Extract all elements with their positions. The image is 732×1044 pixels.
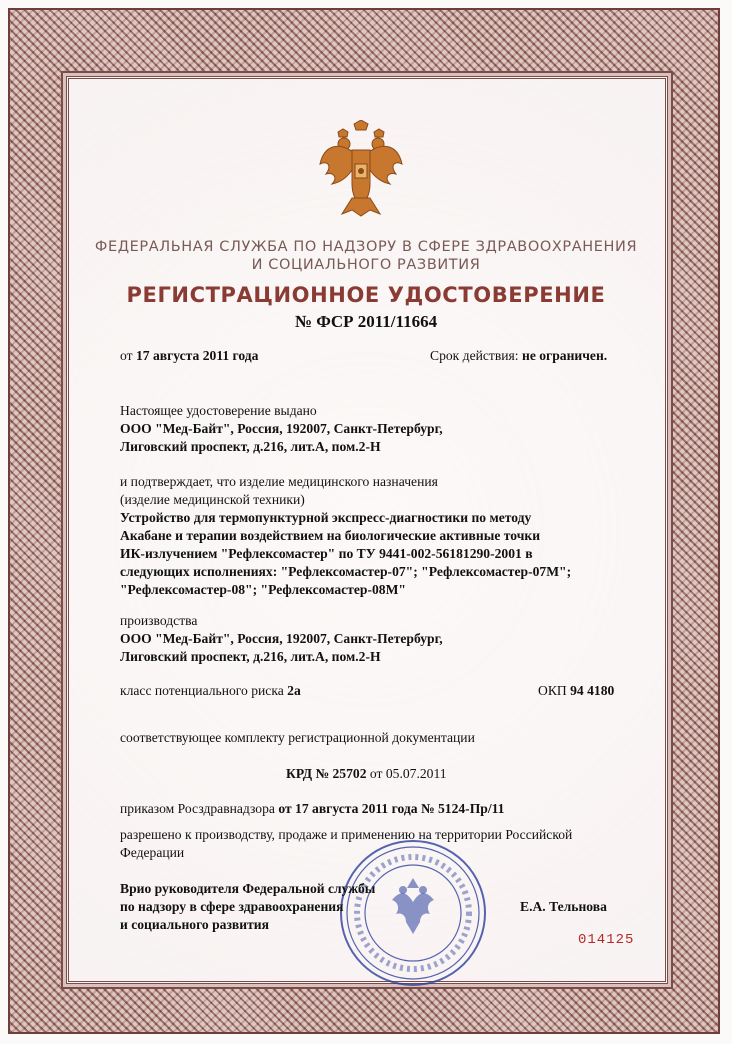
issue-date: 17 августа 2011 года	[135, 348, 259, 363]
krd-row	[286, 765, 447, 783]
okp-value: 94 4180	[570, 683, 615, 698]
order-detail: от 17 августа 2011 года № 5124-Пр/11	[278, 801, 505, 816]
product-line: Устройство для термопунктурной экспресс-диагностики по методу	[120, 510, 532, 525]
manufacturer-line1: ООО "Мед-Байт", Россия, 192007, Санкт-Петербург,	[120, 631, 443, 646]
validity-label: Срок действия:	[430, 348, 519, 363]
issued-line2: Лиговский проспект, д.216, лит.А, пом.2-Н	[120, 439, 381, 454]
double-headed-eagle-icon	[318, 120, 404, 218]
issue-date-row	[120, 347, 258, 365]
risk-class-row	[120, 682, 301, 700]
krd-date: 05.07.2011	[385, 766, 447, 781]
certificate-number: № ФСР 2011/11664	[294, 312, 438, 331]
certificate-title: РЕГИСТРАЦИОННОЕ УДОСТОВЕРЕНИЕ	[126, 283, 606, 307]
validity-value: не ограничен.	[522, 348, 608, 363]
risk-class-value: 2а	[287, 683, 301, 698]
product-line: ИК-излучением "Рефлексомастер" по ТУ 9441-002-56181290-2001 в	[120, 546, 533, 561]
manufacturer-intro: производства	[120, 613, 198, 628]
serial-number: 014125	[578, 932, 635, 948]
signatory-line2: по надзору в сфере здравоохранения	[120, 899, 344, 914]
product-line: Акабане и терапии воздействием на биологические активные точки	[120, 528, 541, 543]
okp-label: ОКП	[538, 683, 567, 698]
okp-row	[538, 682, 614, 700]
official-seal-icon	[338, 838, 488, 988]
krd-mid: от	[369, 766, 383, 781]
order-row	[120, 800, 504, 818]
agency-name-line2: И СОЦИАЛЬНОГО РАЗВИТИЯ	[251, 257, 481, 273]
krd-number: КРД № 25702	[286, 766, 367, 781]
validity-row	[430, 347, 607, 365]
order-prefix: приказом Росздравнадзора	[120, 801, 275, 816]
product-intro2: (изделие медицинской техники)	[120, 492, 305, 507]
issued-line1: ООО "Мед-Байт", Россия, 192007, Санкт-Петербург,	[120, 421, 443, 436]
issue-date-prefix: от	[120, 348, 133, 363]
permission-line1: разрешено к производству, продаже и применению на территории Российской	[120, 827, 573, 842]
product-line: "Рефлексомастер-08"; "Рефлексомастер-08М"	[120, 582, 406, 597]
documentation-text: соответствующее комплекту регистрационной документации	[120, 730, 475, 745]
product-line: следующих исполнениях: "Рефлексомастер-07"; "Рефлексомастер-07М";	[120, 564, 572, 579]
issued-intro: Настоящее удостоверение выдано	[120, 403, 317, 418]
manufacturer-line2: Лиговский проспект, д.216, лит.А, пом.2-Н	[120, 649, 381, 664]
signatory-line1: Врио руководителя Федеральной службы	[120, 881, 376, 896]
signatory-name: Е.А. Тельнова	[520, 899, 607, 914]
signatory-line3: и социального развития	[120, 917, 269, 932]
agency-name-line1: ФЕДЕРАЛЬНАЯ СЛУЖБА ПО НАДЗОРУ В СФЕРЕ ЗДРАВООХРАНЕНИЯ	[94, 239, 638, 255]
risk-class-label: класс потенциального риска	[120, 683, 284, 698]
product-intro1: и подтверждает, что изделие медицинского назначения	[120, 474, 438, 489]
permission-line2: Федерации	[120, 845, 185, 860]
